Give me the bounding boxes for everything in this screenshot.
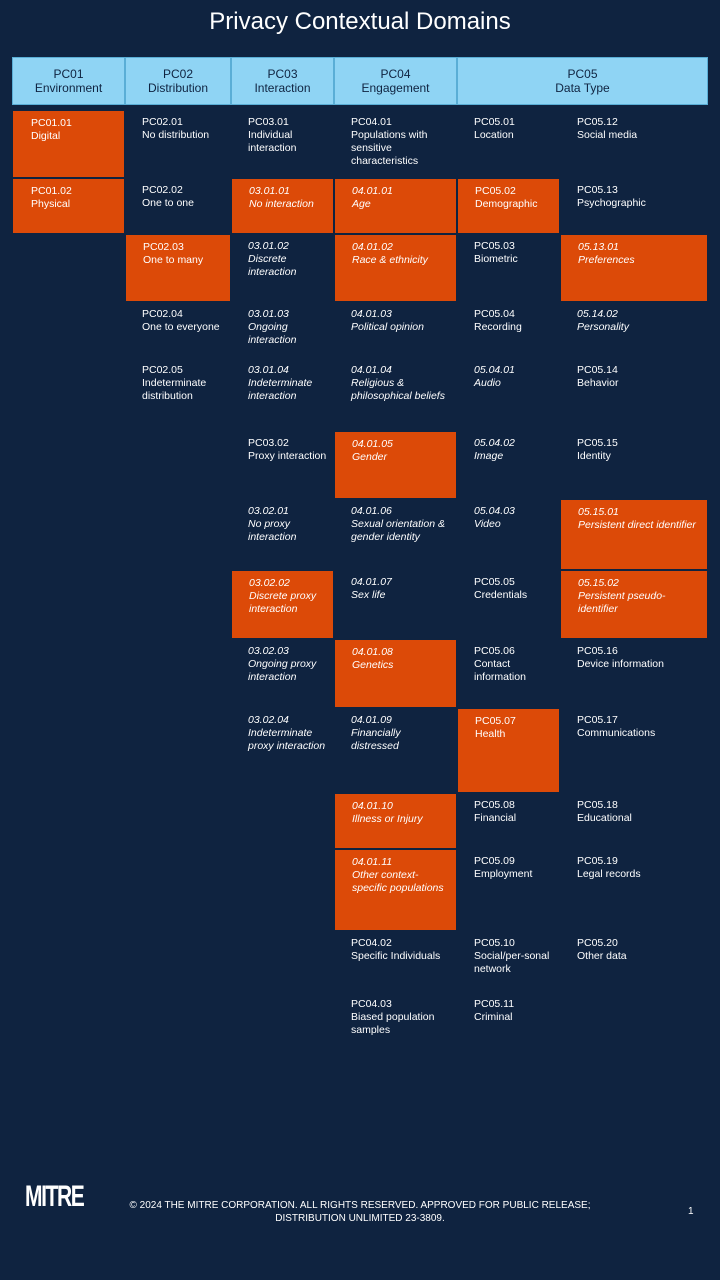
domain-code: PC03.01 (248, 116, 289, 128)
header-name: Engagement (361, 81, 430, 95)
header-code: PC05 (567, 67, 598, 81)
domain-code: PC04.03 (351, 998, 392, 1010)
domain-code: 04.01.06 (351, 505, 392, 517)
domain-label: Illness or Injury (352, 813, 423, 825)
domain-label: Image (474, 450, 504, 462)
header-code: PC02 (162, 67, 194, 81)
domain-code: PC05.03 (474, 240, 515, 252)
domain-code: 05.04.03 (474, 505, 515, 517)
domain-code: PC05.18 (577, 799, 618, 811)
domain-item (334, 931, 457, 992)
domain-item (457, 110, 560, 178)
domain-item (457, 931, 560, 992)
domain-label: Indeterminate interaction (248, 377, 313, 402)
domain-label: Individual interaction (248, 129, 297, 154)
domain-item (457, 639, 560, 708)
domain-label: Discrete interaction (248, 253, 297, 278)
domain-item (125, 178, 231, 234)
domain-label: Discrete proxy interaction (249, 590, 317, 615)
domain-item (457, 234, 560, 302)
domain-item (334, 110, 457, 178)
domain-label: Audio (474, 377, 501, 389)
domain-code: PC05.01 (474, 116, 515, 128)
domain-label: No interaction (249, 198, 314, 210)
domain-label: Other context-specific populations (352, 869, 444, 894)
domain-label: Proxy interaction (248, 450, 327, 462)
domain-code: 05.04.01 (474, 364, 515, 376)
domain-label: Employment (474, 868, 533, 880)
domain-label: One to one (142, 197, 194, 209)
domain-code: 05.14.02 (577, 308, 618, 320)
domain-code: 03.02.04 (248, 714, 289, 726)
domain-label: Legal records (577, 868, 641, 880)
domain-code: 04.01.10 (352, 800, 393, 812)
domain-label: Financial (474, 812, 517, 824)
domain-item (457, 849, 560, 931)
domain-label: Sex life (351, 589, 386, 601)
domain-code: 05.15.01 (578, 506, 619, 518)
domain-label: Psychographic (577, 197, 646, 209)
header-interaction (231, 57, 334, 105)
header-distribution (125, 57, 231, 105)
domain-code: 03.01.04 (248, 364, 289, 376)
domain-item (334, 431, 457, 499)
domain-code: PC05.10 (474, 937, 515, 949)
domain-code: 04.01.03 (351, 308, 392, 320)
domain-item (125, 358, 231, 431)
domain-code: PC03.02 (248, 437, 289, 449)
domain-code: 05.04.02 (474, 437, 515, 449)
domain-code: 03.01.01 (249, 185, 290, 197)
domain-code: PC05.06 (474, 645, 515, 657)
domain-code: PC04.02 (351, 937, 392, 949)
domain-code: PC04.01 (351, 116, 392, 128)
header-code: PC04 (380, 67, 411, 81)
domain-label: Ongoing proxy interaction (248, 658, 317, 683)
domain-code: 04.01.05 (352, 438, 393, 450)
domain-item (457, 358, 560, 431)
domain-item (560, 178, 708, 234)
domain-label: Specific Individuals (351, 950, 441, 962)
copyright-footer: © 2024 THE MITRE CORPORATION. ALL RIGHTS RESERVED. APPROVED FOR PUBLIC RELEASE; DISTRIBUTION UNLIMITED 23-3809. (129, 1200, 591, 1224)
domain-code: PC01.01 (31, 117, 72, 129)
domain-label: Location (474, 129, 514, 141)
domain-code: PC05.07 (475, 715, 516, 727)
mitre-logo: MITRE (25, 1180, 84, 1213)
domain-code: 04.01.09 (351, 714, 392, 726)
domain-item (231, 358, 334, 431)
header-name: Interaction (254, 81, 311, 95)
page-number: 1 (688, 1206, 694, 1217)
domain-item (560, 570, 708, 639)
domain-item (231, 639, 334, 708)
domain-item (334, 708, 457, 793)
domain-item (125, 110, 231, 178)
domain-item (457, 708, 560, 793)
domain-item (231, 178, 334, 234)
domain-label: Physical (31, 198, 71, 210)
domain-label: No proxy interaction (248, 518, 297, 543)
domain-label: Religious & philosophical beliefs (351, 377, 445, 402)
domain-code: PC05.09 (474, 855, 515, 867)
domain-item (560, 499, 708, 570)
domain-label: Sexual orientation & gender identity (351, 518, 445, 543)
domain-item (334, 639, 457, 708)
header-code: PC03 (267, 67, 298, 81)
domain-label: Social media (577, 129, 638, 141)
domain-code: PC05.08 (474, 799, 515, 811)
domain-label: Digital (31, 130, 61, 142)
domain-item (334, 178, 457, 234)
domain-item (560, 358, 708, 431)
domain-label: Communications (577, 727, 656, 739)
domain-label: Preferences (578, 254, 635, 266)
domain-label: Social/per-sonal network (474, 950, 550, 975)
domain-item (334, 992, 457, 1052)
domain-code: 03.01.03 (248, 308, 289, 320)
domain-item (334, 302, 457, 358)
domain-code: PC05.13 (577, 184, 618, 196)
domain-code: 03.01.02 (248, 240, 289, 252)
domain-item (231, 431, 334, 499)
domain-label: Ongoing interaction (248, 321, 297, 346)
domain-item (334, 849, 457, 931)
domain-label: Personality (577, 321, 629, 333)
domain-code: 05.13.01 (578, 241, 619, 253)
domain-label: Populations with sensitive characteristics (351, 129, 428, 167)
domain-item (334, 358, 457, 431)
domain-item (125, 234, 231, 302)
domain-item (231, 110, 334, 178)
domain-label: Identity (577, 450, 611, 462)
domain-label: Indeterminate distribution (142, 377, 207, 402)
header-code: PC01 (53, 67, 84, 81)
domain-code: PC01.02 (31, 185, 72, 197)
domain-item (560, 849, 708, 931)
domain-item (560, 234, 708, 302)
domain-item (457, 178, 560, 234)
domain-code: PC02.02 (142, 184, 183, 196)
header-name: Distribution (147, 81, 209, 95)
domain-code: PC05.11 (474, 998, 515, 1010)
domain-item (457, 431, 560, 499)
header-environment (12, 57, 125, 105)
domain-label: Genetics (352, 659, 394, 671)
domain-item (457, 302, 560, 358)
domain-code: PC05.15 (577, 437, 618, 449)
domain-item (457, 992, 560, 1052)
domain-label: Video (474, 518, 501, 530)
domain-label: Age (352, 198, 371, 210)
domain-code: PC02.01 (142, 116, 183, 128)
domain-item (457, 499, 560, 570)
domain-code: 04.01.08 (352, 646, 393, 658)
domain-code: PC05.04 (474, 308, 515, 320)
domain-code: 04.01.02 (352, 241, 393, 253)
domain-code: PC02.04 (142, 308, 183, 320)
domain-label: Gender (352, 451, 388, 463)
domain-code: PC05.17 (577, 714, 618, 726)
domain-label: Health (475, 728, 506, 740)
domain-code: PC05.20 (577, 937, 618, 949)
domain-code: PC05.12 (577, 116, 618, 128)
header-name: Data Type (555, 81, 610, 95)
domain-item (560, 431, 708, 499)
domain-item (560, 708, 708, 793)
domain-code: 04.01.04 (351, 364, 392, 376)
domain-label: Recording (474, 321, 522, 333)
domain-code: PC05.14 (577, 364, 618, 376)
domain-item (560, 639, 708, 708)
domain-label: Indeterminate proxy interaction (248, 727, 326, 752)
domain-code: 04.01.11 (352, 856, 393, 868)
domain-item (457, 570, 560, 639)
header-name: Environment (34, 81, 103, 95)
domain-item (334, 570, 457, 639)
domain-code: PC05.05 (474, 576, 515, 588)
domain-item (560, 302, 708, 358)
domain-code: 04.01.01 (352, 185, 393, 197)
domain-code: 04.01.07 (351, 576, 392, 588)
domain-label: Demographic (475, 198, 538, 210)
domain-code: PC05.02 (475, 185, 516, 197)
domain-item (334, 234, 457, 302)
domain-label: One to many (143, 254, 204, 266)
domain-item (12, 178, 125, 234)
domain-item (231, 570, 334, 639)
domain-label: Contact information (474, 658, 526, 683)
domain-label: Persistent pseudo-identifier (578, 590, 666, 615)
domain-label: Other data (577, 950, 627, 962)
domain-label: Biometric (474, 253, 518, 265)
domain-label: Credentials (474, 589, 528, 601)
domain-code: 03.02.02 (249, 577, 290, 589)
domain-label: No distribution (142, 129, 210, 141)
page-title: Privacy Contextual Domains (209, 8, 511, 35)
header-engagement (334, 57, 457, 105)
domain-item (231, 708, 334, 793)
domain-code: PC05.16 (577, 645, 618, 657)
domain-item (560, 110, 708, 178)
domain-item (457, 793, 560, 849)
domain-label: Behavior (577, 377, 619, 389)
domain-label: Device information (577, 658, 664, 670)
domain-item (560, 931, 708, 992)
domain-label: Race & ethnicity (352, 254, 428, 266)
domain-label: Educational (577, 812, 632, 824)
domain-label: Political opinion (351, 321, 424, 333)
domain-label: Criminal (474, 1011, 513, 1023)
domain-item (334, 793, 457, 849)
domain-code: PC02.03 (143, 241, 184, 253)
domain-label: Persistent direct identifier (578, 519, 696, 531)
domain-code: 05.15.02 (578, 577, 619, 589)
domain-item (231, 234, 334, 302)
domain-label: Biased population samples (351, 1011, 435, 1036)
domain-item (334, 499, 457, 570)
domain-label: Financially distressed (351, 727, 401, 752)
domain-item (231, 499, 334, 570)
domain-code: 03.02.01 (248, 505, 289, 517)
domain-code: PC05.19 (577, 855, 618, 867)
domain-item (231, 302, 334, 358)
domain-code: 03.02.03 (248, 645, 289, 657)
header-data-type (457, 57, 708, 105)
domain-code: PC02.05 (142, 364, 183, 376)
domain-item (560, 793, 708, 849)
domain-label: One to everyone (142, 321, 220, 333)
domain-item (125, 302, 231, 358)
domain-item (12, 110, 125, 178)
